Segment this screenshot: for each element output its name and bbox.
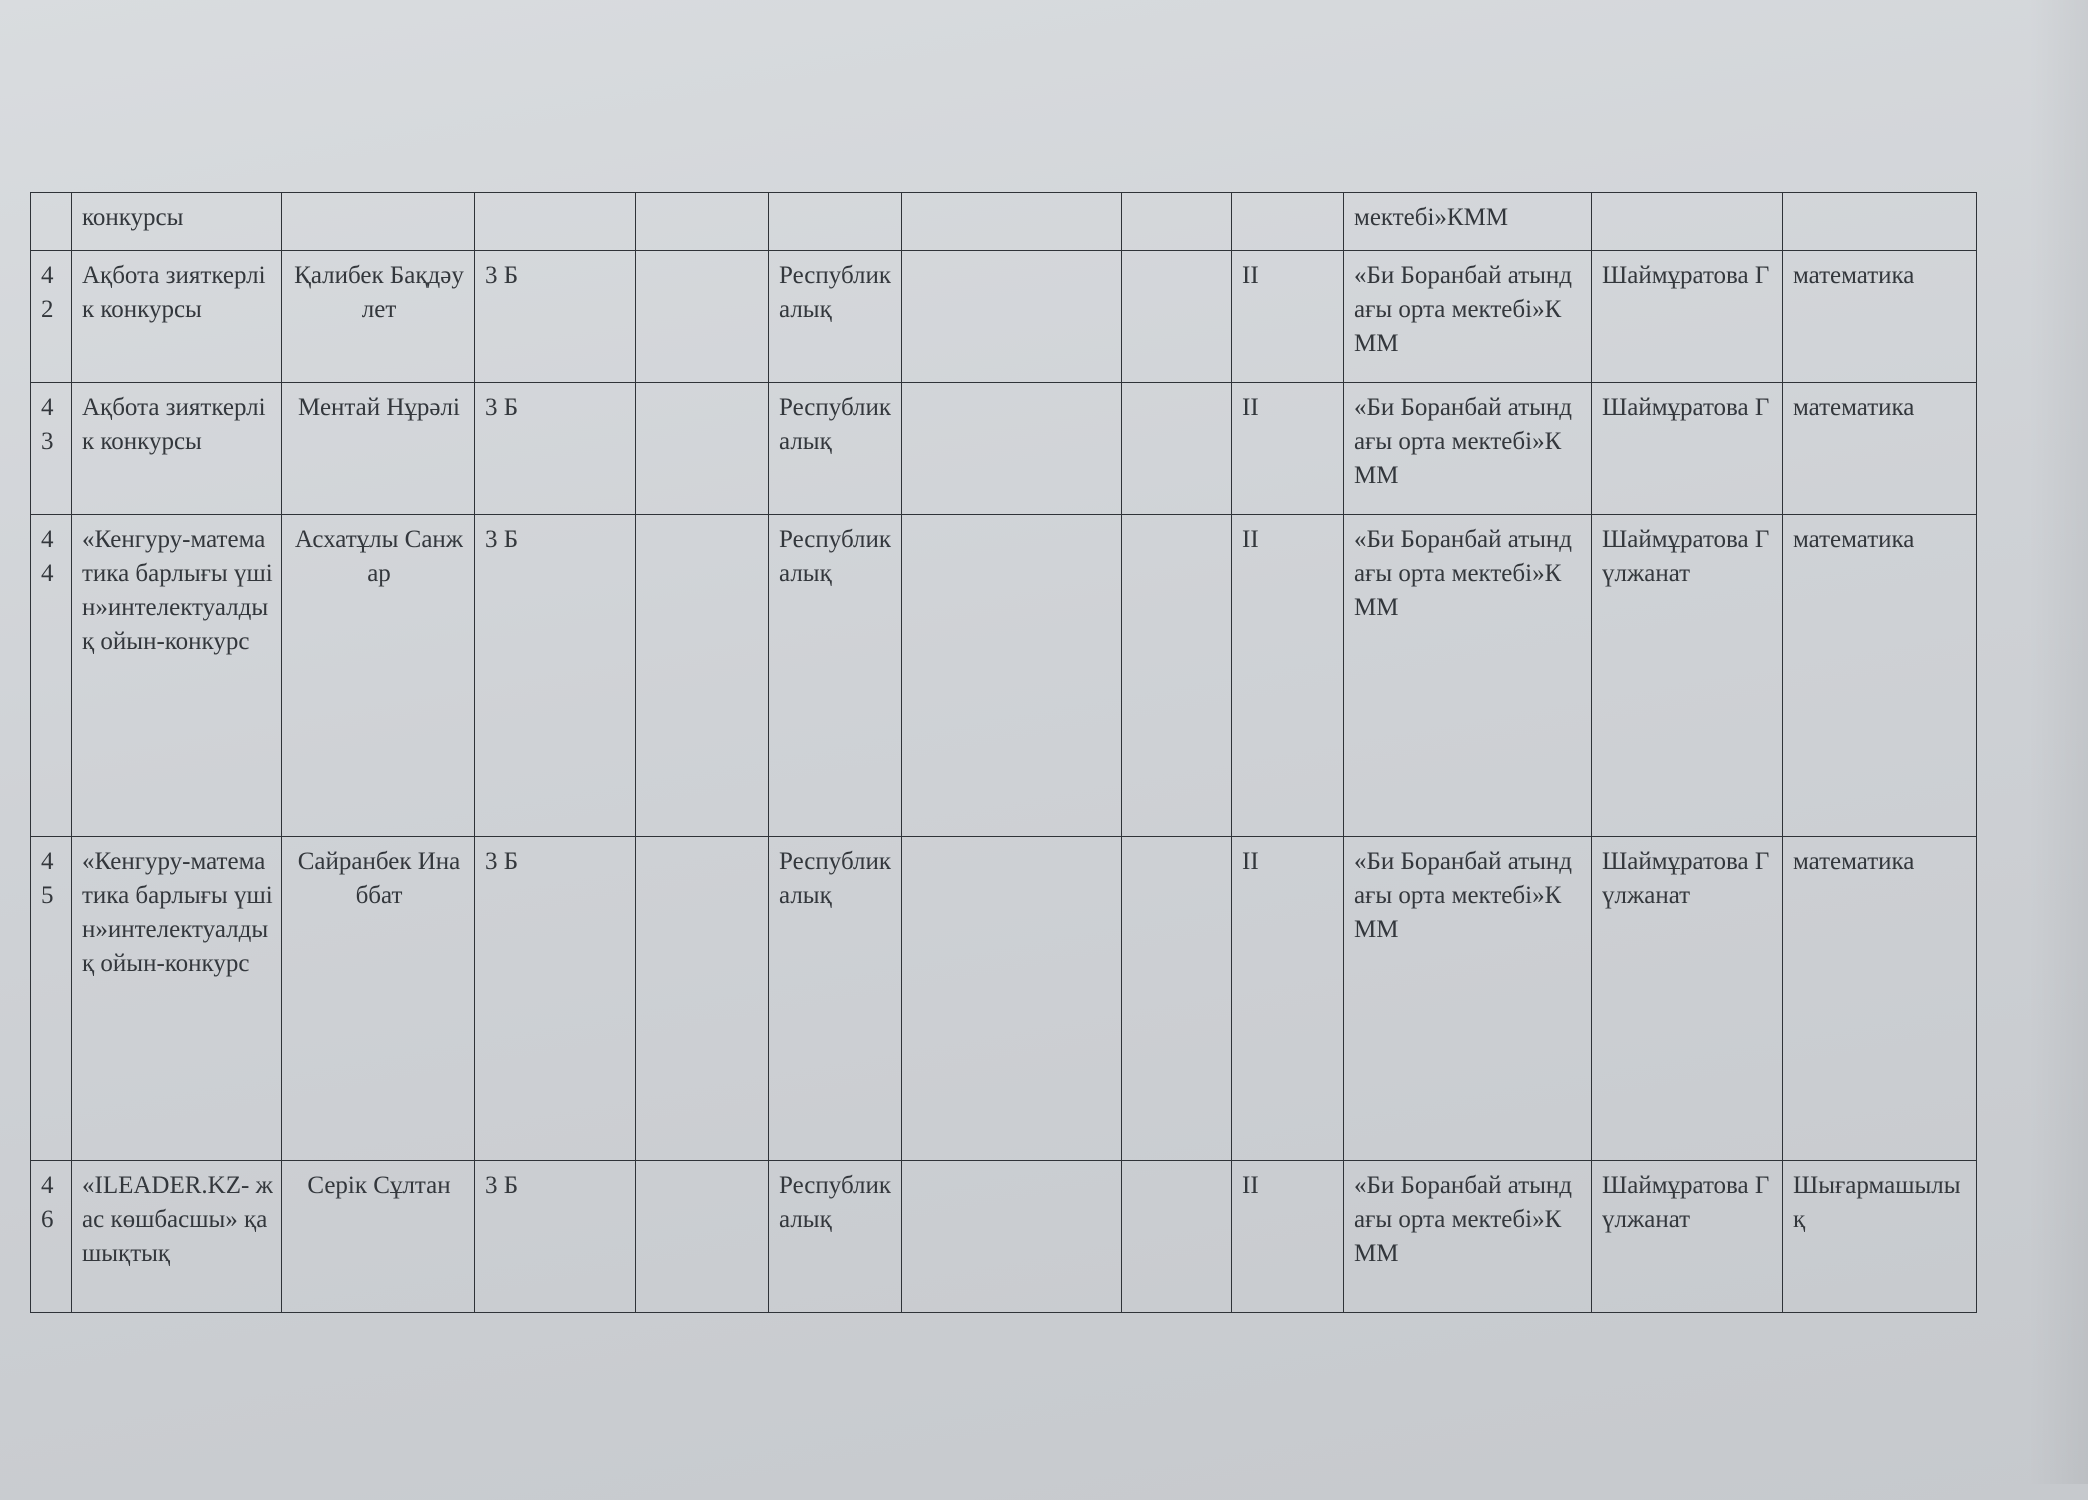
level xyxy=(769,193,902,251)
level: Республикалық xyxy=(769,251,902,383)
paper-shadow xyxy=(2028,0,2088,1484)
level: Республикалық xyxy=(769,383,902,515)
subject: математика xyxy=(1783,515,1977,837)
empty-cell xyxy=(902,837,1122,1161)
subject: математика xyxy=(1783,837,1977,1161)
class-name: 3 Б xyxy=(475,837,636,1161)
empty-cell xyxy=(636,383,769,515)
teacher-name: Шаймұратова Г xyxy=(1592,251,1783,383)
school-name: «Би Боранбай атындағы орта мектебі»КММ xyxy=(1344,837,1592,1161)
subject: математика xyxy=(1783,251,1977,383)
empty-cell xyxy=(636,837,769,1161)
empty-cell xyxy=(1122,1161,1232,1313)
school-name: «Би Боранбай атындағы орта мектебі»КММ xyxy=(1344,383,1592,515)
school-name: «Би Боранбай атындағы орта мектебі»КММ xyxy=(1344,1161,1592,1313)
teacher-name: Шаймұратова Гүлжанат xyxy=(1592,837,1783,1161)
competition-name: конкурсы xyxy=(72,193,282,251)
table-row xyxy=(31,1161,1977,1313)
row-number: 42 xyxy=(31,251,72,383)
place: II xyxy=(1232,837,1344,1161)
row-number: 43 xyxy=(31,383,72,515)
teacher-name: Шаймұратова Г xyxy=(1592,383,1783,515)
place: II xyxy=(1232,1161,1344,1313)
subject: Шығармашылық xyxy=(1783,1161,1977,1313)
empty-cell xyxy=(902,1161,1122,1313)
teacher-name: Шаймұратова Гүлжанат xyxy=(1592,1161,1783,1313)
empty-cell xyxy=(636,515,769,837)
empty-cell xyxy=(902,515,1122,837)
subject xyxy=(1783,193,1977,251)
place: II xyxy=(1232,383,1344,515)
row-number: 45 xyxy=(31,837,72,1161)
empty-cell xyxy=(636,193,769,251)
table-row xyxy=(31,383,1977,515)
row-number: 44 xyxy=(31,515,72,837)
table-row xyxy=(31,837,1977,1161)
teacher-name xyxy=(1592,193,1783,251)
empty-cell xyxy=(1122,837,1232,1161)
student-name: Асхатұлы Санжар xyxy=(282,515,475,837)
place xyxy=(1232,193,1344,251)
table-row xyxy=(31,193,1977,251)
class-name xyxy=(475,193,636,251)
competition-name: «Кенгуру-математика барлығы үшін»интелектуалдық ойын-конкурс xyxy=(72,515,282,837)
table-row xyxy=(31,515,1977,837)
empty-cell xyxy=(1122,251,1232,383)
level: Республикалық xyxy=(769,1161,902,1313)
student-name: Сайранбек Инаббат xyxy=(282,837,475,1161)
competition-name: Ақбота зияткерлік конкурсы xyxy=(72,383,282,515)
student-name: Ментай Нұрәлі xyxy=(282,383,475,515)
empty-cell xyxy=(1122,193,1232,251)
table-row xyxy=(31,251,1977,383)
place: II xyxy=(1232,251,1344,383)
competition-name: «Кенгуру-математика барлығы үшін»интелектуалдық ойын-конкурс xyxy=(72,837,282,1161)
row-number: 46 xyxy=(31,1161,72,1313)
class-name: 3 Б xyxy=(475,383,636,515)
empty-cell xyxy=(636,251,769,383)
class-name: 3 Б xyxy=(475,251,636,383)
empty-cell xyxy=(902,193,1122,251)
empty-cell xyxy=(902,383,1122,515)
empty-cell xyxy=(1122,383,1232,515)
student-name: Қалибек Бақдәулет xyxy=(282,251,475,383)
student-name xyxy=(282,193,475,251)
empty-cell xyxy=(1122,515,1232,837)
level: Республикалық xyxy=(769,515,902,837)
subject: математика xyxy=(1783,383,1977,515)
school-name: «Би Боранбай атындағы орта мектебі»КММ xyxy=(1344,515,1592,837)
awards-table xyxy=(30,192,1977,1313)
empty-cell xyxy=(902,251,1122,383)
row-number xyxy=(31,193,72,251)
class-name: 3 Б xyxy=(475,1161,636,1313)
student-name: Серік Сұлтан xyxy=(282,1161,475,1313)
school-name: мектебі»КММ xyxy=(1344,193,1592,251)
level: Республикалық xyxy=(769,837,902,1161)
empty-cell xyxy=(636,1161,769,1313)
class-name: 3 Б xyxy=(475,515,636,837)
competition-name: Ақбота зияткерлік конкурсы xyxy=(72,251,282,383)
school-name: «Би Боранбай атындағы орта мектебі»КММ xyxy=(1344,251,1592,383)
teacher-name: Шаймұратова Гүлжанат xyxy=(1592,515,1783,837)
competition-name: «ILEADER.KZ- жас көшбасшы» қашықтық xyxy=(72,1161,282,1313)
place: II xyxy=(1232,515,1344,837)
